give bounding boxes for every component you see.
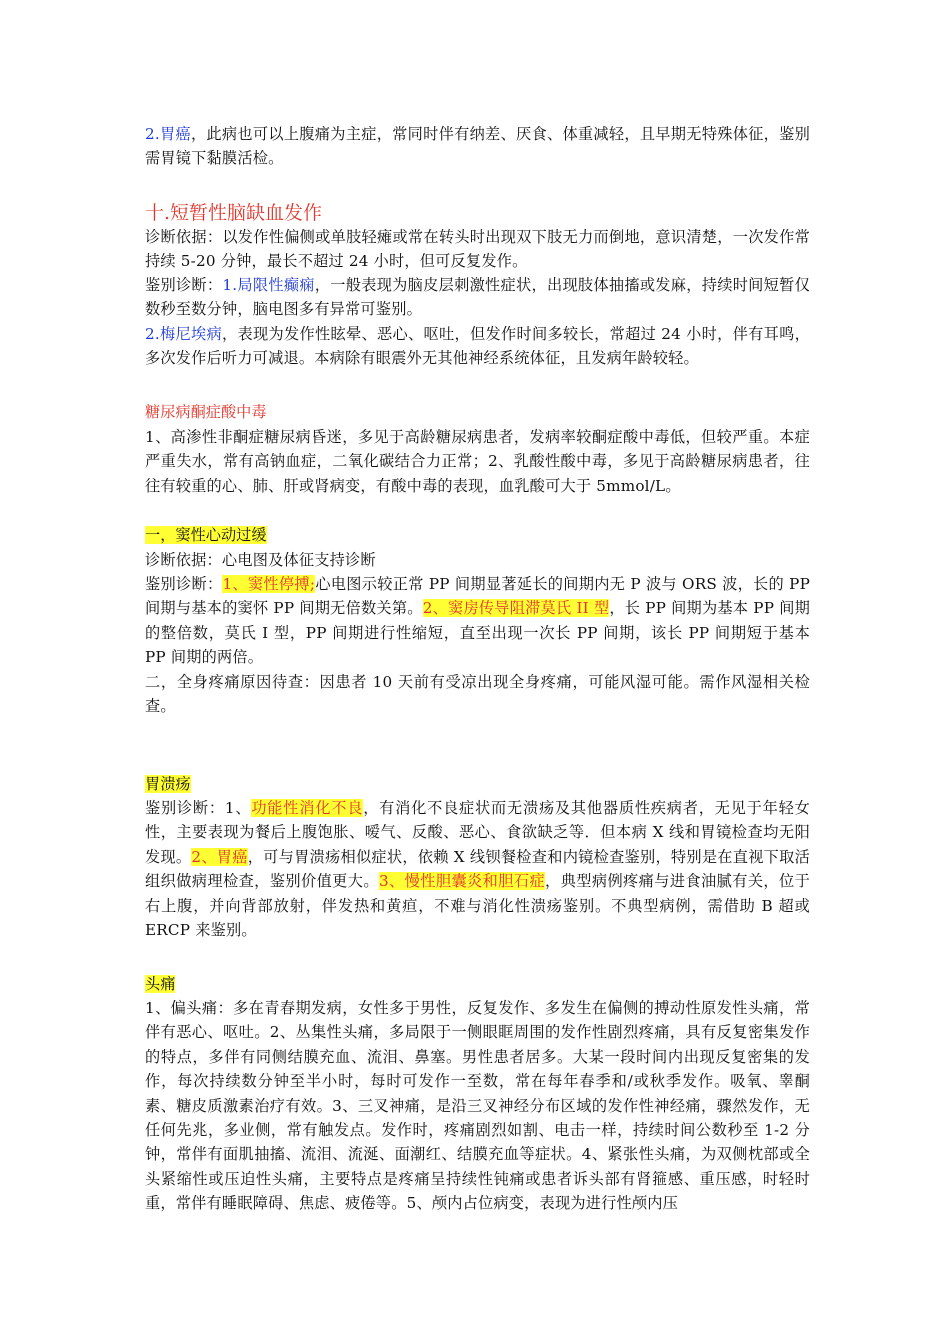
text: ，有消化不良症状而无溃疡及其他器质性疾病者，无见于年轻女性，主要表现为餐后上腹饱胀、嗳气、反酸、恶心、食欲缺乏等．但本病 X 线和胃镜检查均无阳发现。 bbox=[145, 799, 810, 866]
highlight-sa-block: 2、窦房传导阻滞莫氏 II 型 bbox=[422, 599, 610, 618]
paragraph-dka: 1、高渗性非酮症糖尿病昏迷，多见于高龄糖尿病患者，发病率较酮症酸中毒低，但较严重。本症严重失水，常有高钠血症，二氧化碳结合力正常；2、乳酸性酸中毒，多见于高龄糖尿病患者，往往有较重的心、肺、肝或肾病变，有酸中毒的表现，血乳酸可大于 5mmol/L。 bbox=[145, 428, 810, 495]
label: 鉴别诊断： bbox=[145, 276, 223, 294]
paragraph-bradycardia-diagnosis: 诊断依据：心电图及体征支持诊断 bbox=[145, 551, 376, 569]
text: ，一般表现为脑皮层刺激性症状，出现肢体抽搐或发麻，持续时间短暂仅数秒至数分钟，脑电图多有异常可鉴别。 bbox=[145, 276, 811, 319]
section-dka-title: 糖尿病酮症酸中毒 bbox=[145, 403, 267, 421]
label: 鉴别诊断：1、 bbox=[145, 799, 252, 817]
highlight-cholecystitis: 3、慢性胆囊炎和胆石症 bbox=[378, 872, 546, 891]
term-number: 2. bbox=[145, 125, 160, 143]
section-headache-title bbox=[145, 972, 175, 996]
highlight-sinus-arrest: 1、窦性停搏; bbox=[222, 575, 316, 593]
highlight: 胃溃疡 bbox=[145, 775, 191, 793]
highlight-functional-dyspepsia: 功能性消化不良 bbox=[251, 799, 364, 817]
section-tia-title: 十.短暂性脑缺血发作 bbox=[145, 202, 323, 224]
paragraph-gastric-cancer bbox=[145, 122, 810, 171]
highlight: 头痛 bbox=[145, 975, 176, 993]
text: ，可与胃溃疡相似症状，依赖 X 线钡餐检查和内镜检查鉴别，特别是在直视下取活组织做病理检查，鉴别价值更大。 bbox=[145, 847, 810, 891]
paragraph-bradycardia-differential bbox=[145, 572, 810, 670]
section-bradycardia-title bbox=[145, 523, 267, 547]
highlight: 一，窦性心动过缓 bbox=[145, 526, 267, 544]
term-focal-epilepsy: 1.局限性癫痫 bbox=[222, 276, 315, 294]
paragraph-body-pain: 二，全身疼痛原因待查：因患者 10 天前有受凉出现全身疼痛，可能风湿可能。需作风湿相关检查。 bbox=[145, 673, 810, 716]
text: ，长 PP 间期为基本 PP 间期的整倍数，莫氏 I 型，PP 间期进行性缩短，直至出现一次长 PP 间期，该长 PP 间期短于基本 PP 间期的两倍。 bbox=[145, 599, 810, 667]
paragraph-gastric-ulcer bbox=[145, 796, 810, 942]
label: 鉴别诊断： bbox=[145, 575, 223, 593]
paragraph-tia-diagnosis: 诊断依据：以发作性偏侧或单肢轻瘫或常在转头时出现双下肢无力而倒地，意识清楚，一次发作常持续 5-20 分钟，最长不超过 24 小时，但可反复发作。 bbox=[145, 228, 810, 271]
text: ，典型病例疼痛与进食油腻有关，位于右上腹，并向背部放射，伴发热和黄疸，不难与消化性溃疡鉴别。不典型病例，需借助 B 超或 ERCP 来鉴别。 bbox=[145, 872, 811, 940]
text: 心电图示较正常 PP 间期显著延长的间期内无 P 波与 ORS 波，长的 PP 间期与基本的窦怀 PP 间期无倍数关第。 bbox=[145, 575, 811, 618]
term-meniere: 2.梅尼埃病 bbox=[145, 325, 223, 343]
highlight-gastric-cancer: 2、胃癌 bbox=[191, 847, 248, 866]
paragraph-tia-differential-1 bbox=[145, 273, 810, 322]
section-gastric-ulcer-title bbox=[145, 772, 191, 796]
text: ，此病也可以上腹痛为主症，常同时伴有纳差、厌食、体重减轻，且早期无特殊体征，鉴别需胃镜下黏膜活检。 bbox=[145, 125, 811, 168]
term-gastric-cancer: 胃癌 bbox=[159, 125, 191, 143]
text: ，表现为发作性眩晕、恶心、呕吐，但发作时间多较长，常超过 24 小时，伴有耳鸣，多次发作后听力可减退。本病除有眼震外无其他神经系统体征，且发病年龄较轻。 bbox=[145, 325, 810, 368]
paragraph-headache: 1、偏头痛：多在青春期发病，女性多于男性，反复发作、多发生在偏侧的搏动性原发性头痛，常伴有恶心、呕吐。2、丛集性头痛，多局限于一侧眼眶周围的发作性剧烈疼痛，具有反复密集发作的特点，多伴有同侧结膜充血、流泪、鼻塞。男性患者居多。大某一段时间内出现反复密集的发作，每次持续数分钟至半小时，每时可发作一至数，常在每年春季和/或秋季发作。吸氧、睾酮素、糖皮质激素治疗有效。3、三叉神痛，是沿三叉神经分布区域的发作性神经痛，骤然发作，无任何先兆，多业侧，常有触发点。发作时，疼痛剧烈如割、电击一样，持续时间公数秒至 1-2 分钟，常伴有面肌抽搐、流泪、流涎、面潮红、结膜充血等症状。4、紧张性头痛，为双侧枕部或全头紧缩性或压迫性头痛，主要特点是疼痛呈持续性钝痛或患者诉头部有肾箍感、重压感，时轻时重，常伴有睡眠障碍、焦虑、疲倦等。5、颅内占位病变，表现为进行性颅内压 bbox=[145, 999, 810, 1213]
paragraph-tia-differential-2 bbox=[145, 322, 810, 371]
